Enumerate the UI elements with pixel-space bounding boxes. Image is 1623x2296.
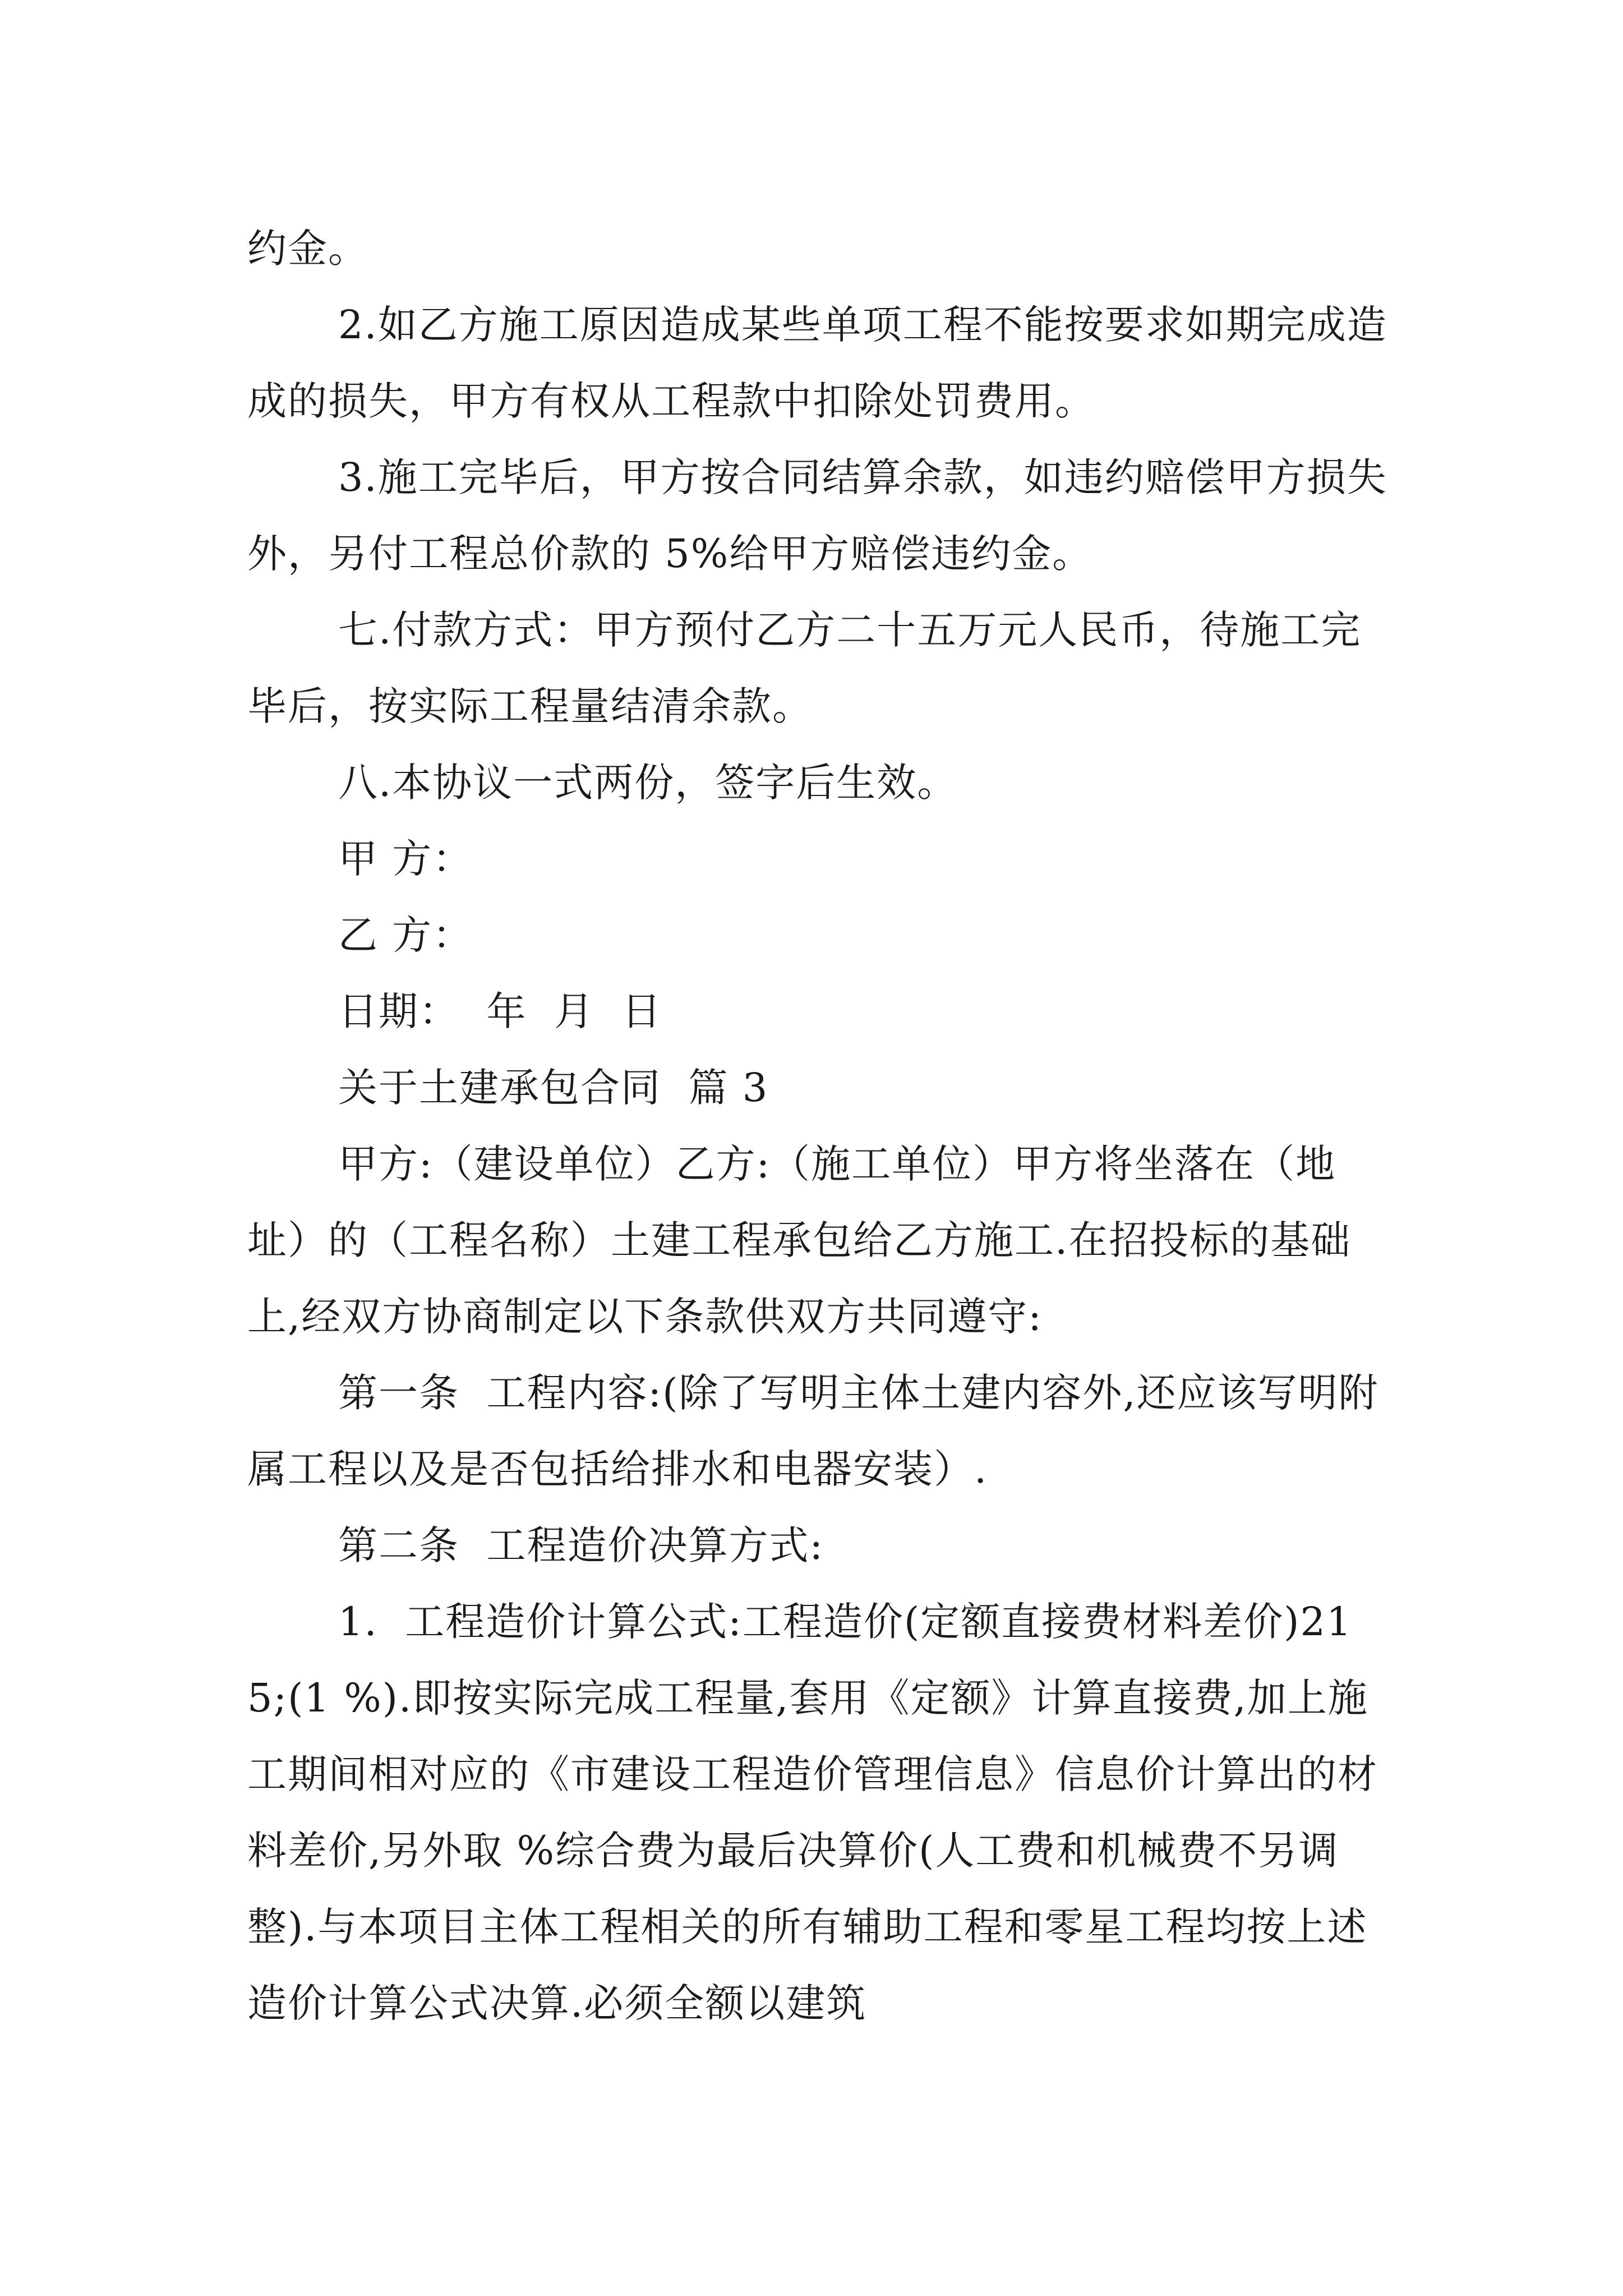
party-b-signature-line: [247, 897, 1390, 973]
paragraph-clause-2: [247, 287, 1390, 439]
text-line: （地址）的（工程名称）土建工程承包给乙方施工.在招投标: [247, 1141, 1336, 1263]
paragraph-article-2: [247, 1507, 1390, 1584]
paragraph-parties: [247, 1126, 1390, 1355]
text-line: 费和机械费不另调整).与本项目主体工程相关的所有辅助工: [247, 1828, 1339, 1950]
text-line: 费,加上施工期间相对应的《市建设工程造价管理信息》信: [247, 1675, 1368, 1797]
section-heading: [247, 1050, 1390, 1126]
text-line: 工完毕后，按实际工程量结清余款。: [247, 607, 1362, 729]
paragraph-cost-formula: [247, 1584, 1390, 2041]
text-line: 程和零星工程均按上述造价计算公式决算.必须全额以建筑: [247, 1904, 1368, 2026]
party-a-signature-line: [247, 821, 1390, 897]
paragraph-clause-3: [247, 439, 1390, 592]
text-line: 明附属工程以及是否包括给排水和电器安装）.: [247, 1370, 1379, 1492]
text-line: 甲 方：: [338, 836, 473, 882]
date-line: [247, 973, 1390, 1050]
paragraph-agreement-copies: [247, 744, 1390, 821]
text-line: 损失外，另付工程总价款的 5%给甲方赔偿违约金。: [247, 454, 1387, 577]
text-line: 八.本协议一式两份，签字后生效。: [338, 760, 958, 806]
text-line: 的基础上,经双方协商制定以下条款供双方共同遵守:: [247, 1217, 1352, 1340]
text-line: 七.付款方式：甲方预付乙方二十五万元人民币，待施: [338, 607, 1281, 653]
text-line: 1. 工程造价计算公式:工程造价(定额直接费材料差: [338, 1599, 1244, 1645]
text-line: 乙 方：: [338, 912, 473, 958]
text-line: 第一条 工程内容:(除了写明主体土建内容外,还应该写: [338, 1370, 1298, 1416]
text-line: 第二条 工程造价决算方式:: [338, 1522, 824, 1568]
text-line: 约金。: [247, 226, 368, 272]
text-line: 日期： 年 月 日: [338, 988, 662, 1034]
document-body: [247, 210, 1390, 2041]
text-line: 关于土建承包合同 篇 3: [338, 1065, 769, 1111]
text-line: 价)215;(1 %).即按实际完成工程量,套用《定额》计算直接: [247, 1599, 1353, 1721]
text-line: 甲方:（建设单位）乙方:（施工单位）甲方将坐落在: [338, 1141, 1256, 1187]
text-line: 完成造成的损失，甲方有权从工程款中扣除处罚费用。: [247, 302, 1387, 424]
paragraph-article-1: [247, 1355, 1390, 1507]
paragraph-payment-method: [247, 592, 1390, 744]
text-line: 2.如乙方施工原因造成某些单项工程不能按要求如期: [338, 302, 1266, 348]
text-line: 3.施工完毕后，甲方按合同结算余款，如违约赔偿甲方: [338, 454, 1307, 500]
text-line: 息价计算出的材料差价,另外取 %综合费为最后决算价(人工: [247, 1751, 1378, 1874]
paragraph-continuation: [247, 210, 1390, 287]
